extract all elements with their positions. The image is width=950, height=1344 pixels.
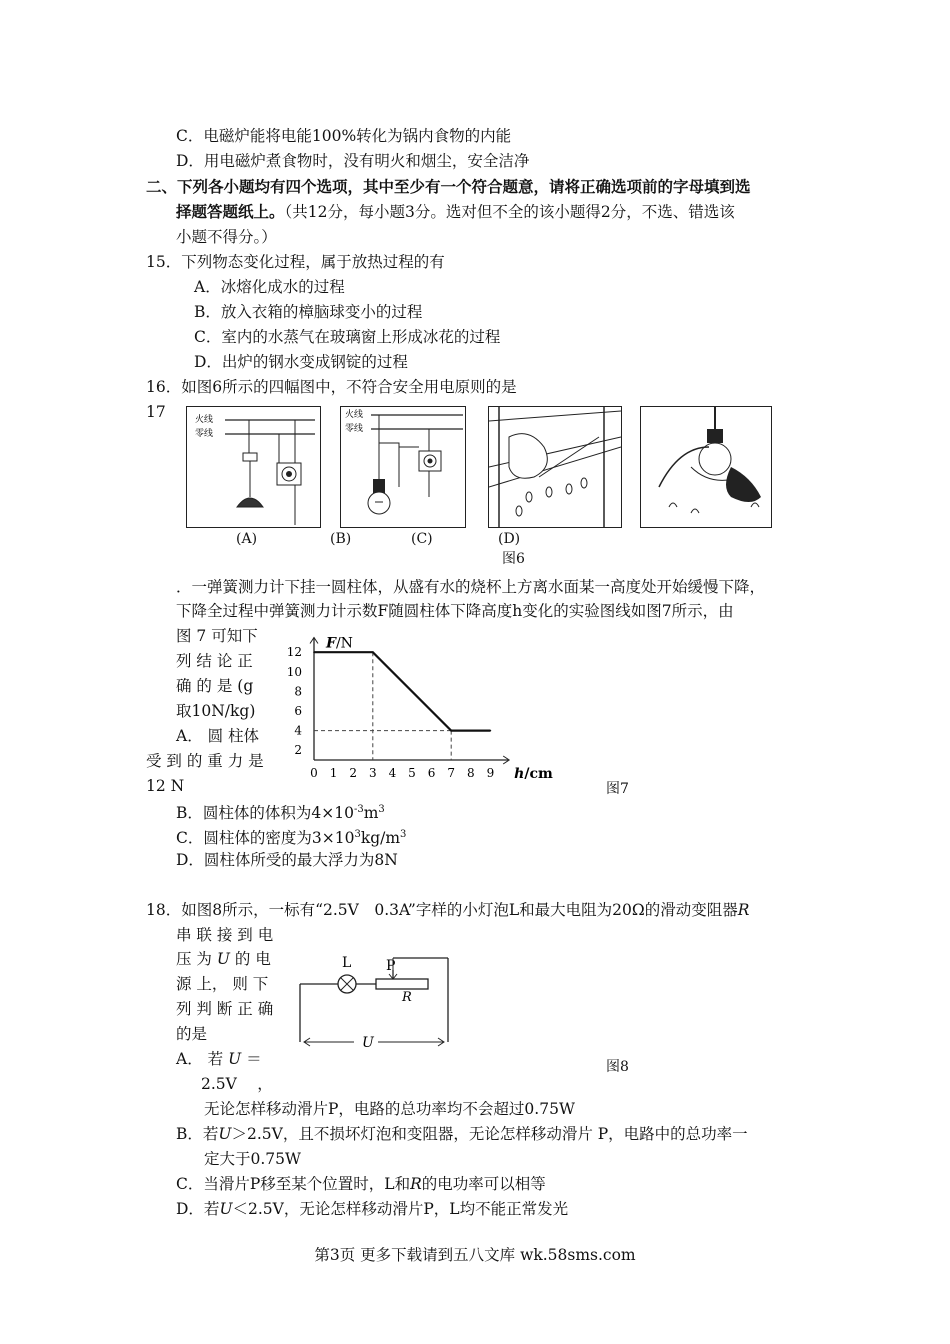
- fig6-b-drawing: [341, 407, 465, 527]
- series-point: [372, 651, 374, 653]
- q14-option-d: D．用电磁炉煮食物时，没有明火和烟尘，安全洁净: [176, 152, 530, 170]
- q18-side-2-u: U: [216, 950, 230, 968]
- fig6-label-a: (A): [236, 531, 258, 547]
- fig6-b-neutral-label: 零线: [345, 424, 364, 434]
- fig8-slider-label: P: [386, 958, 396, 974]
- y-tick-label: 8: [294, 684, 302, 699]
- q15-stem: 15．下列物态变化过程，属于放热过程的有: [146, 253, 445, 271]
- fig6-panel-d: [640, 406, 772, 528]
- fig6-d-drawing: [641, 407, 771, 527]
- x-tick-label: 5: [408, 766, 416, 780]
- q18-side-1: 串 联 接 到 电: [176, 926, 274, 944]
- q18-c-b: 的电功率可以相等: [421, 1175, 546, 1193]
- x-tick-label: 4: [388, 766, 397, 780]
- q18-option-a-1: [176, 1049, 262, 1069]
- fig6-a-live-label: 火线: [195, 415, 214, 425]
- q18-b1-a: B．若: [176, 1125, 219, 1143]
- series-point: [490, 730, 492, 732]
- x-tick-label: 1: [329, 766, 338, 780]
- q18-a1-text: A． 若: [176, 1050, 224, 1068]
- q18-option-d: [176, 1199, 568, 1219]
- section2-title-bold: 择题答题纸上。: [176, 202, 285, 221]
- q18-option-a-3: 无论怎样移动滑片P，电路的总功率均不会超过0.75W: [204, 1100, 575, 1118]
- fig8-caption: 图8: [606, 1059, 629, 1075]
- q17-side-6: 受 到 的 重 力 是: [146, 752, 264, 770]
- fig8-circuit: [290, 950, 460, 1055]
- q18-d-u: U: [219, 1200, 233, 1218]
- series-point: [450, 730, 452, 732]
- x-tick-label: 2: [349, 766, 358, 780]
- x-tick-label: 9: [486, 766, 495, 780]
- x-tick-label: 0: [310, 766, 318, 780]
- q18-c-a: C．当滑片P移至某个位置时，L和: [176, 1175, 411, 1193]
- y-tick-label: 4: [294, 723, 302, 738]
- q17-side-1: 图 7 可知下: [176, 627, 258, 645]
- q18-option-a-2: 2.5V ，: [201, 1075, 273, 1093]
- q17-side-7: 12 N: [146, 777, 185, 795]
- q15-option-d: D．出炉的钢水变成钢锭的过程: [194, 353, 408, 371]
- q18-a1-u: U: [228, 1050, 242, 1068]
- q18-option-b-1: [176, 1124, 748, 1144]
- q18-side-3: 源 上， 则 下: [176, 975, 269, 993]
- q14-option-c: C．电磁炉能将电能100%转化为锅内食物的内能: [176, 127, 512, 145]
- q17-b-unit-sup: 3: [378, 804, 385, 815]
- q18-side-2: [176, 949, 271, 969]
- x-tick-label: 3: [368, 766, 377, 780]
- q18-side-2b: 的 电: [234, 950, 271, 968]
- q17-b-unit: m: [363, 804, 379, 823]
- q18-option-c: [176, 1174, 546, 1194]
- q17-side-5: A． 圆 柱体: [176, 727, 260, 745]
- q17-side-4: 取10N/kg): [176, 702, 256, 720]
- q17-c-sup: 3: [354, 829, 361, 840]
- q18-b1-u: U: [218, 1125, 232, 1143]
- q18-d-a: D．若: [176, 1200, 220, 1218]
- fig8-resistor-label: R: [402, 990, 412, 1005]
- q18-line-1: [146, 900, 749, 920]
- fig8-lamp-label: L: [342, 955, 352, 971]
- q17-side-2: 列 结 论 正: [176, 652, 253, 670]
- fig7-caption: 图7: [606, 781, 629, 797]
- q17-c-text: C．圆柱体的密度为3×10: [176, 829, 355, 848]
- fig8-voltage-label: U: [362, 1035, 374, 1051]
- x-tick-label: 8: [466, 766, 475, 780]
- q16-stem: 16．如图6所示的四幅图中，不符合安全用电原则的是: [146, 378, 517, 396]
- fig6-panel-c: [488, 406, 622, 528]
- q17-side-3: 确 的 是 (g: [176, 677, 254, 695]
- fig7-chart: [280, 624, 560, 784]
- fig6-a-drawing: [187, 407, 320, 527]
- y-tick-label: 10: [286, 664, 302, 679]
- fig6-a-neutral-label: 零线: [195, 429, 214, 439]
- x-tick-label: 6: [427, 766, 436, 780]
- q17-option-b: [176, 800, 385, 823]
- q18-a1-eq: ＝: [246, 1050, 262, 1068]
- q18-option-b-2: 定大于0.75W: [204, 1150, 301, 1168]
- fig6-label-c: (C): [411, 531, 433, 547]
- fig6-panel-b: [340, 406, 466, 528]
- series-point: [313, 651, 315, 653]
- y-tick-label: 12: [286, 645, 302, 660]
- x-axis-label: h/cm: [514, 766, 553, 782]
- y-tick-label: 6: [294, 704, 302, 718]
- x-tick-label: 7: [447, 766, 456, 780]
- y-axis-label: F/N: [326, 635, 353, 652]
- q18-c-r: R: [410, 1175, 422, 1193]
- q17-line-2: 下降全过程中弹簧测力计示数F随圆柱体下降高度h变化的实验图线如图7所示，由: [176, 602, 734, 620]
- y-tick-label: 2: [294, 743, 302, 758]
- q15-option-b: B．放入衣箱的樟脑球变小的过程: [194, 303, 423, 321]
- resistor-icon: [376, 979, 428, 989]
- fig6-panel-a: [186, 406, 321, 528]
- series-line-F: [314, 652, 490, 730]
- q18-side-2a: 压 为: [176, 950, 212, 968]
- q17-line-1: ．一弹簧测力计下挂一圆柱体，从盛有水的烧杯上方离水面某一高度处开始缓慢下降，: [176, 578, 766, 596]
- page-footer: 第3页 更多下载请到五八文库 wk.58sms.com: [314, 1246, 636, 1264]
- fig6-b-live-label: 火线: [345, 410, 364, 420]
- q17-b-text: B．圆柱体的体积为4×10: [176, 804, 354, 823]
- fig6-label-b: (B): [330, 531, 352, 547]
- fig6-c-drawing: [489, 407, 621, 527]
- q18-b1-b: ＞2.5V，且不损坏灯泡和变阻器，无论怎样移动滑片 P，电路中的总功率一: [231, 1125, 748, 1143]
- section2-title-2: [176, 202, 735, 222]
- q17-c-unit: kg/m: [360, 829, 401, 848]
- q17-option-d: D．圆柱体所受的最大浮力为8N: [176, 851, 398, 869]
- q18-line-1-r: R: [737, 901, 750, 919]
- fig6-label-d: (D): [498, 531, 521, 547]
- q18-line-1-text: 18．如图8所示，一标有“2.5V 0.3A”字样的小灯泡L和最大电阻为20Ω的滑动变阻器: [146, 901, 738, 919]
- q18-side-5: 的是: [176, 1025, 208, 1043]
- section2-title-rest: （共12分，每小题3分。选对但不全的该小题得2分，不选、错选该: [284, 203, 735, 221]
- section2-title-3: 小题不得分。）: [176, 228, 277, 246]
- q18-d-b: ＜2.5V，无论怎样移动滑片P，L均不能正常发光: [232, 1200, 569, 1218]
- section2-title-1: 二、下列各小题均有四个选项，其中至少有一个符合题意，请将正确选项前的字母填到选: [146, 177, 751, 196]
- q17-number: 17: [146, 403, 166, 421]
- q17-option-c: [176, 825, 406, 848]
- q15-option-c: C．室内的水蒸气在玻璃窗上形成冰花的过程: [194, 328, 501, 346]
- q15-option-a: A．冰熔化成水的过程: [194, 278, 345, 296]
- q17-c-unit-sup: 3: [400, 829, 407, 840]
- q17-b-sup: -3: [353, 804, 364, 815]
- fig6-caption: 图6: [502, 551, 525, 567]
- q18-side-4: 列 判 断 正 确: [176, 1000, 274, 1018]
